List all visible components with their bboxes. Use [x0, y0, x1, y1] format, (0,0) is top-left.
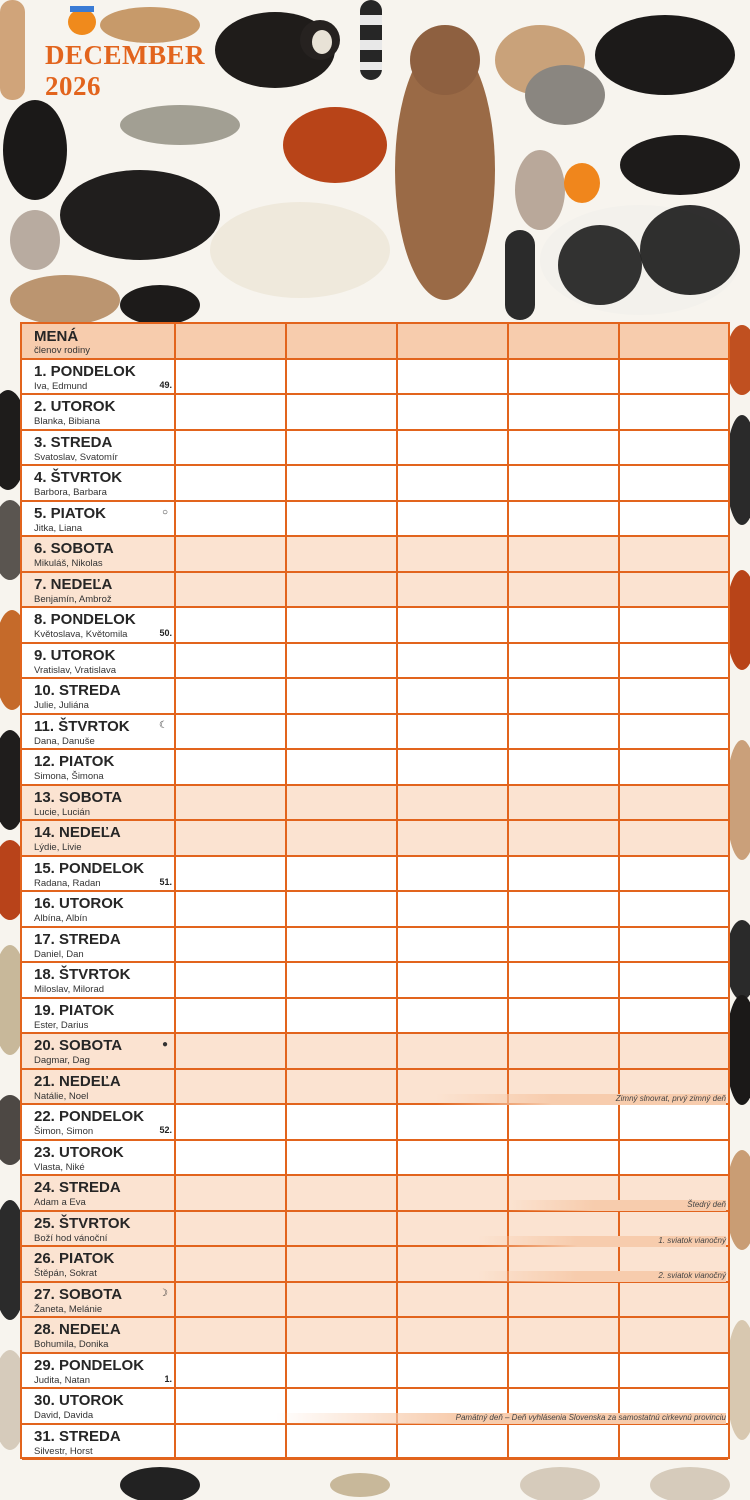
- member-cell[interactable]: [398, 644, 509, 678]
- member-cell[interactable]: [176, 395, 287, 429]
- member-cell[interactable]: [620, 466, 728, 500]
- member-cell[interactable]: [398, 1318, 509, 1352]
- member-cell[interactable]: [287, 1141, 398, 1175]
- member-cell[interactable]: [176, 892, 287, 926]
- day-cell: [22, 1105, 176, 1139]
- member-cell[interactable]: [509, 715, 620, 749]
- table-row: [22, 963, 728, 999]
- member-cell[interactable]: [176, 1318, 287, 1352]
- names-column-header: [22, 324, 176, 358]
- member-cell[interactable]: [620, 1034, 728, 1068]
- day-label: 2. UTOROK: [34, 398, 116, 415]
- member-column-1[interactable]: [176, 324, 287, 358]
- moon-phase-icon: ☾: [159, 719, 168, 731]
- table-row: [22, 431, 728, 467]
- member-cell[interactable]: [287, 573, 398, 607]
- member-cell[interactable]: [287, 821, 398, 855]
- name-day-label: Dagmar, Dag: [34, 1055, 90, 1066]
- member-cell[interactable]: [620, 999, 728, 1033]
- day-label: 18. ŠTVRTOK: [34, 966, 131, 983]
- day-cell: [22, 786, 176, 820]
- member-cell[interactable]: [287, 1354, 398, 1388]
- member-cell[interactable]: [176, 466, 287, 500]
- member-cell[interactable]: [620, 928, 728, 962]
- year-label: 2026: [45, 71, 101, 101]
- table-row: [22, 1283, 728, 1319]
- table-row: [22, 1176, 728, 1212]
- member-cell[interactable]: [509, 466, 620, 500]
- day-cell: [22, 999, 176, 1033]
- member-cell[interactable]: [176, 1070, 287, 1104]
- day-label: 4. ŠTVRTOK: [34, 469, 123, 486]
- member-cell[interactable]: [620, 1283, 728, 1317]
- day-cell: [22, 1141, 176, 1175]
- member-cell[interactable]: [620, 1354, 728, 1388]
- member-cell[interactable]: [509, 360, 620, 394]
- member-cell[interactable]: [287, 1212, 398, 1246]
- name-day-label: Adam a Eva: [34, 1197, 86, 1208]
- member-cell[interactable]: [398, 431, 509, 465]
- table-row: [22, 1141, 728, 1177]
- member-cell[interactable]: [620, 963, 728, 997]
- name-day-label: Albína, Albín: [34, 913, 88, 924]
- honey-jar-icon: [68, 6, 96, 35]
- name-day-label: Radana, Radan: [34, 877, 101, 889]
- day-cell: [22, 1425, 176, 1459]
- member-cell[interactable]: [176, 928, 287, 962]
- member-cell[interactable]: [509, 537, 620, 571]
- member-cell[interactable]: [176, 360, 287, 394]
- day-cell: [22, 1318, 176, 1352]
- member-cell[interactable]: [620, 502, 728, 536]
- table-row: [22, 999, 728, 1035]
- day-label: 23. UTOROK: [34, 1143, 124, 1161]
- month-label: DECEMBER: [45, 40, 206, 70]
- day-cell: [22, 750, 176, 784]
- table-row: [22, 892, 728, 928]
- day-label: 12. PIATOK: [34, 753, 115, 770]
- day-label: 19. PIATOK: [34, 1001, 115, 1019]
- member-cell[interactable]: [509, 679, 620, 713]
- member-cell[interactable]: [398, 857, 509, 891]
- member-cell[interactable]: [176, 537, 287, 571]
- day-label: 9. UTOROK: [34, 646, 116, 664]
- table-row: [22, 395, 728, 431]
- day-cell: [22, 644, 176, 678]
- table-row: [22, 1389, 728, 1425]
- member-cell[interactable]: [620, 1141, 728, 1175]
- day-label: 11. ŠTVRTOK: [34, 717, 130, 735]
- name-day-label: Bohumila, Donika: [34, 1339, 109, 1350]
- member-cell[interactable]: [620, 786, 728, 820]
- table-row: [22, 750, 728, 786]
- member-cell[interactable]: [398, 537, 509, 571]
- day-label: 22. PONDELOK: [34, 1108, 145, 1125]
- table-row: [22, 821, 728, 857]
- member-cell[interactable]: [287, 466, 398, 500]
- table-row: [22, 1034, 728, 1070]
- name-day-label: Mikuláš, Nikolas: [34, 558, 103, 569]
- table-row: [22, 1247, 728, 1283]
- member-cell[interactable]: [287, 963, 398, 997]
- day-cell: [22, 608, 176, 642]
- table-row: [22, 786, 728, 822]
- moon-phase-icon: ●: [161, 1039, 168, 1050]
- member-cell[interactable]: [398, 1354, 509, 1388]
- member-cell[interactable]: [287, 679, 398, 713]
- day-label: 8. PONDELOK: [34, 611, 136, 628]
- member-cell[interactable]: [509, 502, 620, 536]
- table-row: [22, 1105, 728, 1141]
- member-cell[interactable]: [287, 715, 398, 749]
- table-row: [22, 360, 728, 396]
- member-cell[interactable]: [509, 1425, 620, 1459]
- member-cell[interactable]: [176, 750, 287, 784]
- day-cell: [22, 821, 176, 855]
- member-cell[interactable]: [176, 963, 287, 997]
- day-label: 3. STREDA: [34, 433, 113, 451]
- name-day-label: Silvestr, Horst: [34, 1445, 93, 1457]
- member-cell[interactable]: [398, 395, 509, 429]
- day-cell: [22, 1354, 176, 1388]
- member-cell[interactable]: [176, 573, 287, 607]
- member-cell[interactable]: [287, 999, 398, 1033]
- day-cell: [22, 715, 176, 749]
- member-cell[interactable]: [398, 821, 509, 855]
- member-cell[interactable]: [509, 892, 620, 926]
- member-cell[interactable]: [287, 608, 398, 642]
- day-cell: [22, 1247, 176, 1281]
- day-cell: [22, 1070, 176, 1104]
- member-cell[interactable]: [509, 1318, 620, 1352]
- member-cell[interactable]: [620, 1105, 728, 1139]
- day-cell: [22, 1389, 176, 1423]
- member-cell[interactable]: [287, 1425, 398, 1459]
- day-label: 27. SOBOTA: [34, 1285, 123, 1303]
- table-row: [22, 573, 728, 609]
- member-cell[interactable]: [287, 928, 398, 962]
- table-row: [22, 715, 728, 751]
- member-cell[interactable]: [287, 1070, 398, 1104]
- table-row: [22, 502, 728, 538]
- day-cell: [22, 1212, 176, 1246]
- member-cell[interactable]: [398, 928, 509, 962]
- name-day-label: Štěpán, Sokrat: [34, 1268, 97, 1279]
- day-cell: [22, 1283, 176, 1317]
- day-label: 7. NEDEĽA: [34, 575, 113, 593]
- member-cell[interactable]: [398, 1425, 509, 1459]
- table-row: [22, 1318, 728, 1354]
- member-cell[interactable]: [287, 431, 398, 465]
- member-cell[interactable]: [398, 1034, 509, 1068]
- day-cell: [22, 857, 176, 891]
- member-cell[interactable]: [398, 360, 509, 394]
- day-label: 17. STREDA: [34, 930, 121, 948]
- member-cell[interactable]: [287, 750, 398, 784]
- member-cell[interactable]: [176, 786, 287, 820]
- day-cell: [22, 431, 176, 465]
- table-row: [22, 1212, 728, 1248]
- member-cell[interactable]: [509, 928, 620, 962]
- member-cell[interactable]: [398, 1283, 509, 1317]
- week-number: 52.: [159, 1125, 172, 1135]
- member-cell[interactable]: [176, 1425, 287, 1459]
- member-cell[interactable]: [509, 1354, 620, 1388]
- member-cell[interactable]: [398, 786, 509, 820]
- day-cell: [22, 502, 176, 536]
- member-cell[interactable]: [620, 715, 728, 749]
- member-cell[interactable]: [398, 1176, 509, 1210]
- name-day-label: Ester, Darius: [34, 1019, 89, 1031]
- day-label: 1. PONDELOK: [34, 362, 136, 380]
- member-cell[interactable]: [287, 1247, 398, 1281]
- table-row: [22, 679, 728, 715]
- day-label: 5. PIATOK: [34, 504, 106, 522]
- day-label: 14. NEDEĽA: [34, 824, 121, 841]
- day-cell: [22, 928, 176, 962]
- table-row: [22, 928, 728, 964]
- holiday-note: 1. sviatok vianočný: [478, 1236, 726, 1247]
- moon-phase-icon: ○: [161, 506, 168, 518]
- member-column-5[interactable]: [620, 324, 728, 358]
- calendar-title: [45, 40, 205, 102]
- member-cell[interactable]: [176, 502, 287, 536]
- member-cell[interactable]: [620, 395, 728, 429]
- day-label: 15. PONDELOK: [34, 859, 145, 877]
- week-number: 1.: [164, 1373, 172, 1384]
- member-cell[interactable]: [509, 750, 620, 784]
- table-row: [22, 1354, 728, 1390]
- member-cell[interactable]: [398, 466, 509, 500]
- member-cell[interactable]: [176, 857, 287, 891]
- member-cell[interactable]: [176, 1141, 287, 1175]
- member-cell[interactable]: [620, 679, 728, 713]
- member-cell[interactable]: [287, 1034, 398, 1068]
- member-cell[interactable]: [398, 1141, 509, 1175]
- member-cell[interactable]: [509, 608, 620, 642]
- member-cell[interactable]: [509, 644, 620, 678]
- name-day-label: Natálie, Noel: [34, 1090, 89, 1102]
- name-day-label: Vlasta, Niké: [34, 1161, 85, 1173]
- member-cell[interactable]: [176, 679, 287, 713]
- holiday-note: 2. sviatok vianočný: [478, 1271, 726, 1282]
- week-number: 50.: [159, 628, 172, 638]
- member-cell[interactable]: [287, 644, 398, 678]
- day-cell: [22, 395, 176, 429]
- member-cell[interactable]: [620, 1318, 728, 1352]
- member-cell[interactable]: [176, 431, 287, 465]
- holiday-note: Zimný slnovrat, prvý zimný deň: [436, 1094, 726, 1105]
- member-cell[interactable]: [398, 892, 509, 926]
- day-cell: [22, 679, 176, 713]
- name-day-label: Miloslav, Milorad: [34, 984, 105, 995]
- member-column-3[interactable]: [398, 324, 509, 358]
- day-label: 31. STREDA: [34, 1427, 121, 1445]
- member-cell[interactable]: [620, 360, 728, 394]
- table-row: [22, 537, 728, 573]
- family-calendar-table: [20, 322, 730, 1459]
- name-day-label: Daniel, Dan: [34, 948, 84, 960]
- member-cell[interactable]: [620, 537, 728, 571]
- name-day-label: Lucie, Lucián: [34, 806, 90, 818]
- member-cell[interactable]: [176, 1176, 287, 1210]
- header-subtitle: členov rodiny: [34, 345, 90, 356]
- name-day-label: Šimon, Simon: [34, 1126, 94, 1137]
- member-cell[interactable]: [287, 1318, 398, 1352]
- member-cell[interactable]: [620, 857, 728, 891]
- table-row: [22, 1070, 728, 1106]
- member-cell[interactable]: [509, 1034, 620, 1068]
- member-cell[interactable]: [398, 573, 509, 607]
- member-cell[interactable]: [509, 857, 620, 891]
- table-row: [22, 466, 728, 502]
- member-cell[interactable]: [287, 395, 398, 429]
- member-cell[interactable]: [287, 1176, 398, 1210]
- name-day-label: Judita, Natan: [34, 1374, 90, 1386]
- member-cell[interactable]: [509, 1105, 620, 1139]
- day-label: 6. SOBOTA: [34, 540, 114, 557]
- member-cell[interactable]: [398, 679, 509, 713]
- name-day-label: Julie, Juliána: [34, 700, 89, 711]
- day-label: 26. PIATOK: [34, 1250, 115, 1267]
- name-day-label: Blanka, Bibiana: [34, 416, 101, 427]
- table-row: [22, 1425, 728, 1461]
- member-cell[interactable]: [509, 821, 620, 855]
- member-cell[interactable]: [176, 1389, 287, 1423]
- member-cell[interactable]: [620, 573, 728, 607]
- member-cell[interactable]: [398, 1105, 509, 1139]
- name-day-label: Lýdie, Livie: [34, 842, 82, 853]
- day-cell: [22, 537, 176, 571]
- name-day-label: Simona, Šimona: [34, 771, 104, 782]
- member-cell[interactable]: [176, 1354, 287, 1388]
- day-cell: [22, 892, 176, 926]
- member-cell[interactable]: [287, 1283, 398, 1317]
- member-column-2[interactable]: [287, 324, 398, 358]
- member-cell[interactable]: [620, 431, 728, 465]
- member-cell[interactable]: [176, 1247, 287, 1281]
- name-day-label: Květoslava, Květomila: [34, 629, 128, 640]
- day-cell: [22, 963, 176, 997]
- day-cell: [22, 1034, 176, 1068]
- member-cell[interactable]: [398, 750, 509, 784]
- day-cell: [22, 466, 176, 500]
- member-cell[interactable]: [509, 1283, 620, 1317]
- holiday-note: Pamätný deň – Deň vyhlásenia Slovenska za samostatnú cirkevnú provinciu: [276, 1413, 726, 1424]
- member-cell[interactable]: [620, 821, 728, 855]
- name-day-label: Vratislav, Vratislava: [34, 664, 117, 676]
- member-cell[interactable]: [287, 892, 398, 926]
- table-row: [22, 857, 728, 893]
- member-cell[interactable]: [287, 537, 398, 571]
- day-label: 25. ŠTVRTOK: [34, 1214, 131, 1232]
- member-cell[interactable]: [176, 1105, 287, 1139]
- member-cell[interactable]: [398, 999, 509, 1033]
- day-label: 10. STREDA: [34, 682, 121, 699]
- name-day-label: Iva, Edmund: [34, 380, 88, 392]
- week-number: 49.: [159, 379, 172, 390]
- member-cell[interactable]: [176, 1283, 287, 1317]
- table-header-row: [22, 324, 728, 360]
- member-cell[interactable]: [509, 963, 620, 997]
- table-row: [22, 608, 728, 644]
- day-label: 20. SOBOTA: [34, 1037, 123, 1054]
- day-label: 28. NEDEĽA: [34, 1321, 121, 1338]
- moon-phase-icon: ☽: [159, 1287, 168, 1299]
- header-title: MENÁ: [34, 328, 79, 345]
- member-cell[interactable]: [176, 999, 287, 1033]
- day-label: 24. STREDA: [34, 1179, 121, 1196]
- day-label: 30. UTOROK: [34, 1392, 124, 1409]
- member-cell[interactable]: [620, 1425, 728, 1459]
- table-row: [22, 644, 728, 680]
- name-day-label: Žaneta, Melánie: [34, 1303, 103, 1315]
- name-day-label: David, Davida: [34, 1410, 94, 1421]
- member-cell[interactable]: [176, 715, 287, 749]
- day-label: 29. PONDELOK: [34, 1356, 145, 1374]
- name-day-label: Jitka, Liana: [34, 522, 83, 534]
- member-cell[interactable]: [509, 786, 620, 820]
- name-day-label: Barbora, Barbara: [34, 487, 107, 498]
- day-label: 21. NEDEĽA: [34, 1072, 121, 1090]
- member-cell[interactable]: [509, 395, 620, 429]
- name-day-label: Benjamín, Ambrož: [34, 593, 112, 605]
- member-cell[interactable]: [398, 715, 509, 749]
- member-cell[interactable]: [509, 1141, 620, 1175]
- member-cell[interactable]: [620, 644, 728, 678]
- member-cell[interactable]: [287, 360, 398, 394]
- member-cell[interactable]: [287, 502, 398, 536]
- member-cell[interactable]: [176, 1034, 287, 1068]
- member-cell[interactable]: [620, 608, 728, 642]
- name-day-label: Boží hod vánoční: [34, 1232, 108, 1244]
- member-cell[interactable]: [287, 786, 398, 820]
- week-number: 51.: [159, 876, 172, 887]
- member-cell[interactable]: [398, 502, 509, 536]
- member-cell[interactable]: [176, 644, 287, 678]
- day-cell: [22, 360, 176, 394]
- member-cell[interactable]: [509, 431, 620, 465]
- member-cell[interactable]: [398, 608, 509, 642]
- member-cell[interactable]: [287, 1105, 398, 1139]
- name-day-label: Dana, Danuše: [34, 735, 95, 747]
- member-cell[interactable]: [620, 892, 728, 926]
- holiday-note: Štedrý deň: [507, 1200, 726, 1211]
- member-cell[interactable]: [287, 857, 398, 891]
- day-cell: [22, 573, 176, 607]
- member-cell[interactable]: [620, 750, 728, 784]
- member-cell[interactable]: [176, 1212, 287, 1246]
- day-label: 16. UTOROK: [34, 895, 124, 912]
- member-cell[interactable]: [509, 999, 620, 1033]
- member-column-4[interactable]: [509, 324, 620, 358]
- day-label: 13. SOBOTA: [34, 788, 123, 806]
- member-cell[interactable]: [509, 573, 620, 607]
- member-cell[interactable]: [176, 821, 287, 855]
- name-day-label: Svatoslav, Svatomír: [34, 451, 118, 463]
- day-cell: [22, 1176, 176, 1210]
- member-cell[interactable]: [176, 608, 287, 642]
- member-cell[interactable]: [398, 963, 509, 997]
